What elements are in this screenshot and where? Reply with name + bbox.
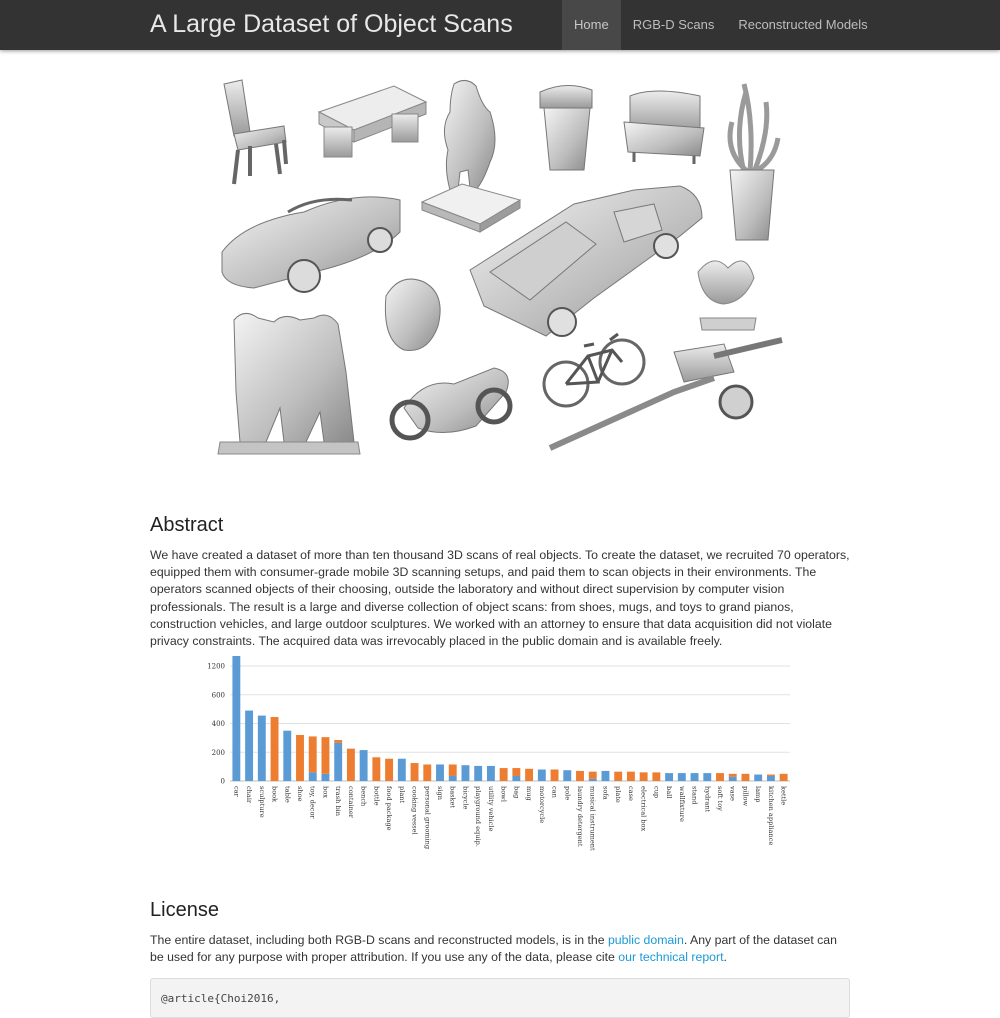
chart-bar-orange [589, 772, 597, 779]
chart-bar-blue [232, 656, 240, 781]
chart-category-label: mug [525, 786, 534, 801]
chart-category-label: shoe [296, 786, 304, 802]
chart-category-label: book [270, 786, 279, 803]
chart-category-label: toy, decor [308, 786, 317, 819]
chart-category-label: container [346, 786, 355, 818]
chart-bar-blue [360, 750, 368, 781]
chart-bar-blue [703, 773, 711, 781]
chart-y-tick-label: 400 [211, 720, 225, 728]
chart-category-label: kettle [779, 786, 788, 806]
chart-bar-orange [729, 774, 737, 777]
nav-home[interactable]: Home [562, 0, 621, 50]
chart-bar-blue [754, 775, 762, 781]
nav-rgbd-scans[interactable]: RGB-D Scans [632, 17, 715, 32]
chart-bar-blue [398, 759, 406, 781]
chart-category-label: utility vehicle [486, 786, 495, 832]
chart-bar-blue [245, 711, 253, 781]
chart-bar-orange [640, 772, 648, 781]
license-heading: License [150, 899, 219, 921]
public-domain-link[interactable]: public domain [607, 933, 684, 947]
chart-bar-orange [716, 773, 724, 781]
chart-category-label: food package [385, 786, 394, 831]
chart-category-label: kitchen appliance [766, 786, 775, 846]
chart-category-label: car [232, 786, 241, 797]
chart-bar-orange [576, 771, 584, 781]
chart-bar-orange [449, 764, 457, 776]
chart-category-label: sign [436, 786, 444, 800]
chart-bar-orange [512, 768, 520, 776]
chart-category-label: sculpture [257, 786, 266, 818]
chart-bar-blue [487, 766, 495, 781]
chart-category-label: plate [614, 786, 623, 803]
chart-bar-orange [614, 772, 622, 781]
chart-category-label: soft toy [716, 786, 724, 811]
three-figures-sculpture-scan [218, 313, 360, 454]
abstract-text: We have created a dataset of more than ten thousand 3D scans of real objects. To create the dataset, we recruited 70 operators, equipped them with consumer-grade mobile 3D scanning setups, and paid them to scan objects in their environments. The operators scanned objects of their choosing, outside the laboratory and without direct supervision by computer vision professionals. The result is a large and diverse collection of object scans: from shoes, mugs, and toys to grand pianos, construction vehicles, and large outdoor sculptures. We worked with an attorney to ensure that data acquisition did not violate privacy constraints. The acquired data was irrevocably placed in the public domain and is available freely. [150, 548, 850, 649]
chart-category-label: cup [652, 786, 661, 799]
chart-category-label: bottle [372, 786, 381, 806]
chart-y-tick-label: 0 [220, 777, 225, 786]
chart-bar-orange [372, 757, 380, 781]
technical-report-link[interactable]: our technical report [618, 950, 724, 965]
nav-reconstructed-models[interactable]: Reconstructed Models [738, 17, 868, 32]
chart-bar-blue [474, 766, 482, 781]
chart-bar-blue [309, 772, 317, 781]
torso-statue-scan [422, 80, 520, 232]
chart-y-tick-label: 600 [211, 691, 225, 700]
chart-bar-blue [729, 777, 737, 781]
chart-bar-blue [589, 779, 597, 781]
chart-bar-blue [767, 776, 775, 781]
chart-category-label: motorcycle [537, 786, 546, 824]
chart-category-label: can [550, 786, 559, 798]
abstract-heading: Abstract [150, 514, 224, 536]
chart-bar-blue [334, 743, 342, 781]
chart-bar-blue [602, 771, 610, 781]
chart-category-label: vase [728, 786, 737, 801]
chart-category-label: bowl [499, 786, 508, 802]
chart-category-label: musical instrument [588, 786, 597, 851]
chart-bar-orange [296, 735, 304, 781]
chart-bar-orange [780, 774, 788, 781]
chart-category-label: personal grooming [423, 786, 432, 850]
chart-bar-orange [742, 774, 750, 781]
chart-bar-blue [691, 773, 699, 781]
chart-category-label: table [283, 786, 292, 803]
chart-category-label: bench [359, 786, 368, 807]
chart-bar-blue [678, 773, 686, 781]
chart-bar-orange [652, 772, 660, 781]
object-category-chart [196, 656, 800, 856]
bicycle-scan [544, 334, 644, 406]
scanned-objects-collage [214, 72, 788, 460]
chart-bar-blue [563, 770, 571, 781]
chart-category-label: laundry detergent [576, 786, 584, 847]
chart-bar-orange [767, 775, 775, 776]
armchair-scan [624, 91, 704, 164]
chart-bar-orange [500, 768, 508, 781]
chair-scan [224, 80, 286, 184]
chart-bar-orange [385, 759, 393, 781]
chart-category-label: wallfixture [677, 786, 686, 822]
chart-bar-blue [462, 765, 470, 781]
chart-bar-orange [271, 717, 279, 781]
chart-bar-orange [525, 769, 533, 781]
roadster-car-scan [222, 197, 400, 292]
chart-category-label: hydrant [703, 786, 712, 813]
chart-bar-blue [538, 770, 546, 782]
chart-bar-blue [322, 774, 330, 781]
tall-plant-scan [730, 84, 778, 240]
chart-category-label: electrical box [639, 786, 648, 832]
chart-category-label: bicycle [461, 786, 470, 810]
site-title[interactable]: A Large Dataset of Object Scans [150, 10, 513, 38]
citation-code: @article{Choi2016, [161, 992, 281, 1005]
chart-bar-blue [258, 716, 266, 781]
chart-bar-blue [283, 731, 291, 781]
chart-category-label: plant [397, 786, 406, 804]
license-text: The entire dataset, including both RGB-D scans and reconstructed models, is in the public domain. Any part of the dataset can be used for any purpose with proper attribution. If you use any of the data, please cite our technical report. [150, 933, 837, 965]
chart-bar-orange [322, 737, 330, 774]
chart-category-label: cooking vessel [410, 786, 419, 835]
chart-bar-orange [627, 772, 635, 781]
chart-bar-orange [347, 749, 355, 781]
chart-bar-orange [551, 770, 559, 782]
chart-category-label: pillow [741, 786, 750, 807]
chart-category-label: sofa [601, 786, 610, 800]
chart-category-label: playground equip. [474, 786, 483, 847]
nav-menu [562, 0, 880, 50]
navbar [0, 0, 1000, 50]
chart-category-label: box [321, 786, 330, 798]
gargoyle-scan [385, 279, 440, 350]
chart-bar-blue [512, 776, 520, 781]
chart-category-label: stand [690, 786, 699, 805]
potted-plant-scan [698, 261, 756, 330]
chart-bar-orange [411, 763, 419, 781]
chart-category-label: bag [512, 786, 521, 799]
citation-block [150, 978, 850, 1018]
chart-bar-orange [423, 764, 431, 781]
chart-y-tick-label: 1200 [207, 662, 225, 671]
chart-bar-orange [334, 740, 342, 743]
chart-category-label: lamp [754, 786, 763, 803]
motorcycle-scan [392, 368, 510, 438]
chart-bar-blue [449, 776, 457, 781]
chart-category-label: ball [665, 786, 674, 799]
chart-y-tick-label: 200 [211, 748, 225, 757]
chart-category-label: basket [448, 786, 457, 809]
chart-bar-blue [436, 764, 444, 781]
chart-category-label: chair [245, 786, 254, 804]
chart-bar-orange [309, 736, 317, 772]
chart-category-label: case [626, 786, 635, 801]
chart-category-label: trash bin [334, 786, 343, 817]
chart-bar-blue [665, 773, 673, 781]
chart-category-label: pole [563, 786, 572, 801]
trash-bin-scan [540, 85, 592, 170]
bench-scan [319, 86, 426, 157]
